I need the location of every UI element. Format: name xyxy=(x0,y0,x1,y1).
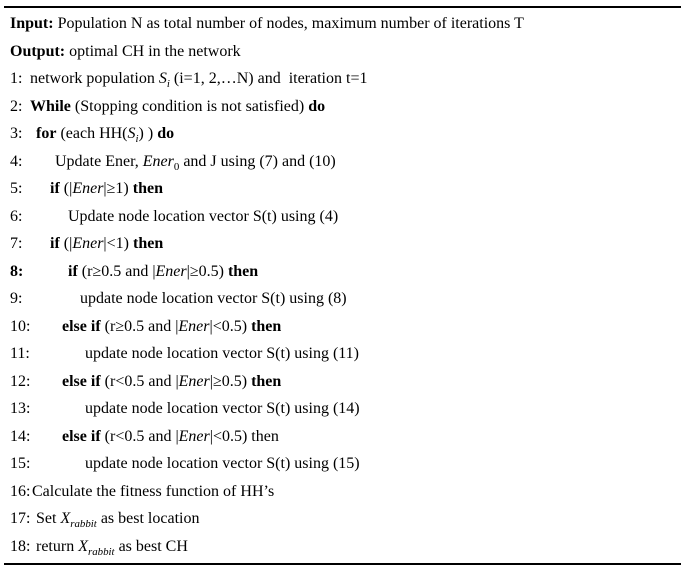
line-text xyxy=(55,152,336,173)
text-segment: ) ) xyxy=(138,125,158,142)
line-number: 6: xyxy=(10,207,23,225)
text-segment: do xyxy=(308,97,326,115)
text-segment: Population N as total number of nodes, maximum number of iterations T xyxy=(53,15,524,32)
text-segment: X xyxy=(60,510,71,527)
text-segment: Ener xyxy=(72,235,104,252)
algorithm-line xyxy=(0,93,685,121)
text-segment: then xyxy=(251,317,282,335)
text-segment: Ener xyxy=(155,262,187,280)
text-segment: S xyxy=(127,125,136,142)
algorithm-line xyxy=(0,533,685,561)
line-number: 17: xyxy=(10,510,31,527)
text-segment: rabbit xyxy=(87,545,115,558)
line-text xyxy=(62,373,281,390)
algorithm-line xyxy=(0,203,685,231)
line-number: 1: xyxy=(10,70,23,87)
text-segment: then xyxy=(227,262,259,280)
text-segment: Ener xyxy=(178,427,210,445)
line-number: 11: xyxy=(10,345,30,362)
text-segment: Ener xyxy=(72,180,104,197)
line-number: 13: xyxy=(10,400,31,417)
line-number: 15: xyxy=(10,455,31,472)
text-segment: return xyxy=(36,537,79,555)
text-segment: Ener xyxy=(178,372,210,390)
text-segment: as best location xyxy=(96,510,200,527)
line-text xyxy=(30,70,368,91)
text-segment: |<0.5) xyxy=(209,317,252,335)
line-text xyxy=(10,15,524,32)
text-segment: and J using (7) and (10) xyxy=(179,152,336,170)
line-text xyxy=(85,345,359,362)
algorithm-line xyxy=(0,423,685,451)
line-text xyxy=(85,455,360,472)
text-segment: (| xyxy=(59,180,73,197)
text-segment: Ener xyxy=(142,152,174,170)
text-segment: i xyxy=(135,133,139,146)
text-segment: if xyxy=(68,262,78,280)
line-number: 10: xyxy=(10,317,31,335)
text-segment: as best CH xyxy=(114,537,188,555)
text-segment: (r≥0.5 and | xyxy=(100,317,179,335)
text-segment: update node location vector S(t) using (8) xyxy=(80,290,347,307)
text-segment: i xyxy=(166,78,170,91)
text-segment: if xyxy=(50,180,60,197)
line-number: 18: xyxy=(10,537,31,555)
algorithm-line xyxy=(0,478,685,506)
algorithm-line xyxy=(0,368,685,396)
text-segment: 0 xyxy=(173,160,180,173)
line-text xyxy=(50,180,163,197)
algorithm-listing xyxy=(0,8,685,563)
text-segment: Calculate the fitness function of HH’s xyxy=(32,482,275,500)
line-number: 9: xyxy=(10,290,23,307)
header-line xyxy=(0,38,685,66)
text-segment: (r<0.5 and | xyxy=(100,427,179,445)
line-text xyxy=(32,483,274,500)
algorithm-line xyxy=(0,258,685,286)
line-text xyxy=(62,428,279,445)
line-number: 12: xyxy=(10,372,31,390)
line-text xyxy=(30,98,325,115)
text-segment: (each HH( xyxy=(56,125,128,142)
algorithm-line xyxy=(0,148,685,176)
header-line xyxy=(0,10,685,38)
algorithm-line xyxy=(0,395,685,423)
text-segment: then xyxy=(132,180,163,197)
text-segment: optimal CH in the network xyxy=(65,42,241,60)
text-segment: |≥0.5) xyxy=(186,262,228,280)
text-segment: |<0.5) then xyxy=(209,427,279,445)
line-text xyxy=(50,235,163,252)
line-text xyxy=(85,400,360,417)
text-segment: |<1) xyxy=(103,235,133,252)
line-number: 8: xyxy=(10,262,24,280)
algorithm-line xyxy=(0,175,685,203)
text-segment: else if xyxy=(62,427,101,445)
line-number: 16: xyxy=(10,482,31,500)
line-text xyxy=(36,537,188,558)
line-text xyxy=(36,125,175,146)
text-segment: update node location vector S(t) using (11) xyxy=(85,345,359,362)
algorithm-line xyxy=(0,285,685,313)
text-segment: Update Ener, xyxy=(55,152,143,170)
text-segment: network population xyxy=(30,70,159,87)
text-segment: rabbit xyxy=(70,518,97,531)
text-segment: (Stopping condition is not satisfied) xyxy=(70,97,309,115)
text-segment: Input: xyxy=(10,15,54,32)
algorithm-line xyxy=(0,65,685,93)
text-segment: Output: xyxy=(10,42,66,60)
text-segment: (i=1, 2,…N) and iteration t=1 xyxy=(169,70,368,87)
line-text xyxy=(36,510,200,531)
algorithm-line xyxy=(0,120,685,148)
text-segment: update node location vector S(t) using (14) xyxy=(85,400,360,417)
text-segment: do xyxy=(157,125,175,142)
line-number: 4: xyxy=(10,152,23,170)
text-segment: |≥0.5) xyxy=(209,372,252,390)
line-number: 2: xyxy=(10,97,23,115)
line-text xyxy=(68,208,338,225)
bottom-rule xyxy=(4,563,681,565)
text-segment: (r≥0.5 and | xyxy=(77,262,156,280)
text-segment: else if xyxy=(62,317,101,335)
text-segment: then xyxy=(251,372,282,390)
text-segment: if xyxy=(50,235,60,252)
algorithm-line xyxy=(0,230,685,258)
algorithm-line xyxy=(0,505,685,533)
text-segment: Set xyxy=(36,510,61,527)
text-segment: then xyxy=(132,235,164,252)
line-text xyxy=(62,318,281,335)
text-segment: |≥1) xyxy=(103,180,133,197)
line-number: 3: xyxy=(10,125,23,142)
text-segment: Update node location vector S(t) using (4) xyxy=(68,207,339,225)
line-text xyxy=(10,43,241,60)
text-segment: X xyxy=(78,537,88,555)
algorithm-line xyxy=(0,313,685,341)
line-text xyxy=(80,290,347,307)
text-segment: for xyxy=(36,125,57,142)
line-text xyxy=(68,263,258,280)
line-number: 14: xyxy=(10,427,31,445)
text-segment: Ener xyxy=(178,317,210,335)
text-segment: (r<0.5 and | xyxy=(100,372,179,390)
text-segment: else if xyxy=(62,372,101,390)
text-segment: update node location vector S(t) using (15) xyxy=(85,455,360,472)
text-segment: While xyxy=(30,97,71,115)
algorithm-line xyxy=(0,340,685,368)
line-number: 7: xyxy=(10,235,23,252)
line-number: 5: xyxy=(10,180,23,197)
algorithm-line xyxy=(0,450,685,478)
text-segment: (| xyxy=(59,235,73,252)
text-segment: S xyxy=(158,70,167,87)
